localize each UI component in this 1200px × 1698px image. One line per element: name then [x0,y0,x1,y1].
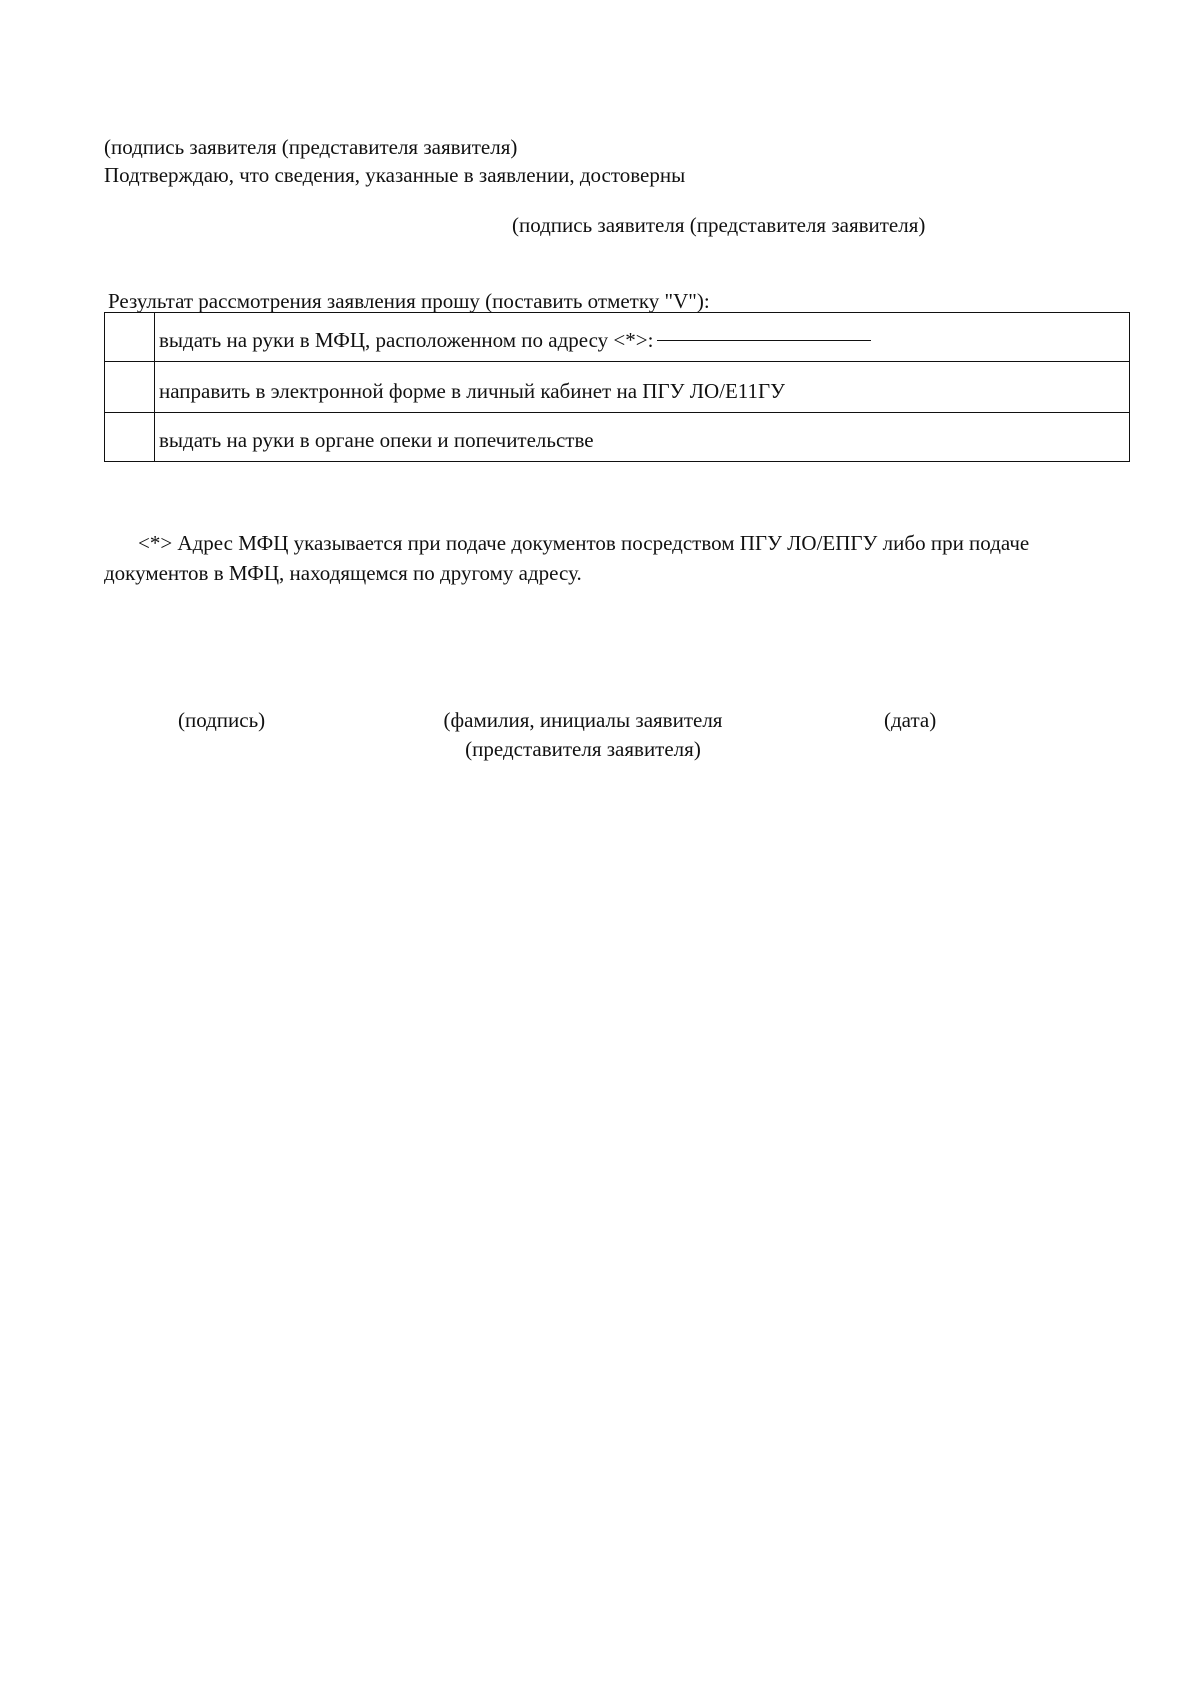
option-checkbox-electronic[interactable] [105,362,155,413]
option-row-mfc [105,313,1130,362]
option-row-guardianship [105,413,1130,462]
signature-label: (подпись) [178,708,266,732]
option-label-guardianship: выдать на руки в органе опеки и попечительстве [159,428,594,452]
option-row-electronic [105,362,1130,413]
name-label-line1: (фамилия, инициалы заявителя [443,708,723,732]
option-label-mfc: выдать на руки в МФЦ, расположенном по адресу <*>: [159,328,654,352]
date-label: (дата) [884,708,937,732]
option-checkbox-mfc[interactable] [105,313,155,362]
result-options-table [104,312,1130,462]
confirmation-text: Подтверждаю, что сведения, указанные в заявлении, достоверны [104,163,686,187]
signature-caption-top: (подпись заявителя (представителя заявителя) [104,135,518,159]
result-heading: Результат рассмотрения заявления прошу (поставить отметку "V"): [108,289,710,313]
option-cell-electronic [155,362,1130,413]
option-checkbox-guardianship[interactable] [105,413,155,462]
name-label [418,706,748,764]
mfc-address-field[interactable] [657,340,871,341]
name-label-line2: (представителя заявителя) [465,737,701,761]
option-label-electronic: направить в электронной форме в личный кабинет на ПГУ ЛО/Е11ГУ [159,379,786,403]
signature-caption-right: (подпись заявителя (представителя заявителя) [512,213,926,237]
option-cell-mfc [155,313,1130,362]
option-cell-guardianship [155,413,1130,462]
footnote: <*> Адрес МФЦ указывается при подаче документов посредством ПГУ ЛО/ЕПГУ либо при подаче документов в МФЦ, находящемся по другому адресу. [104,531,1030,585]
